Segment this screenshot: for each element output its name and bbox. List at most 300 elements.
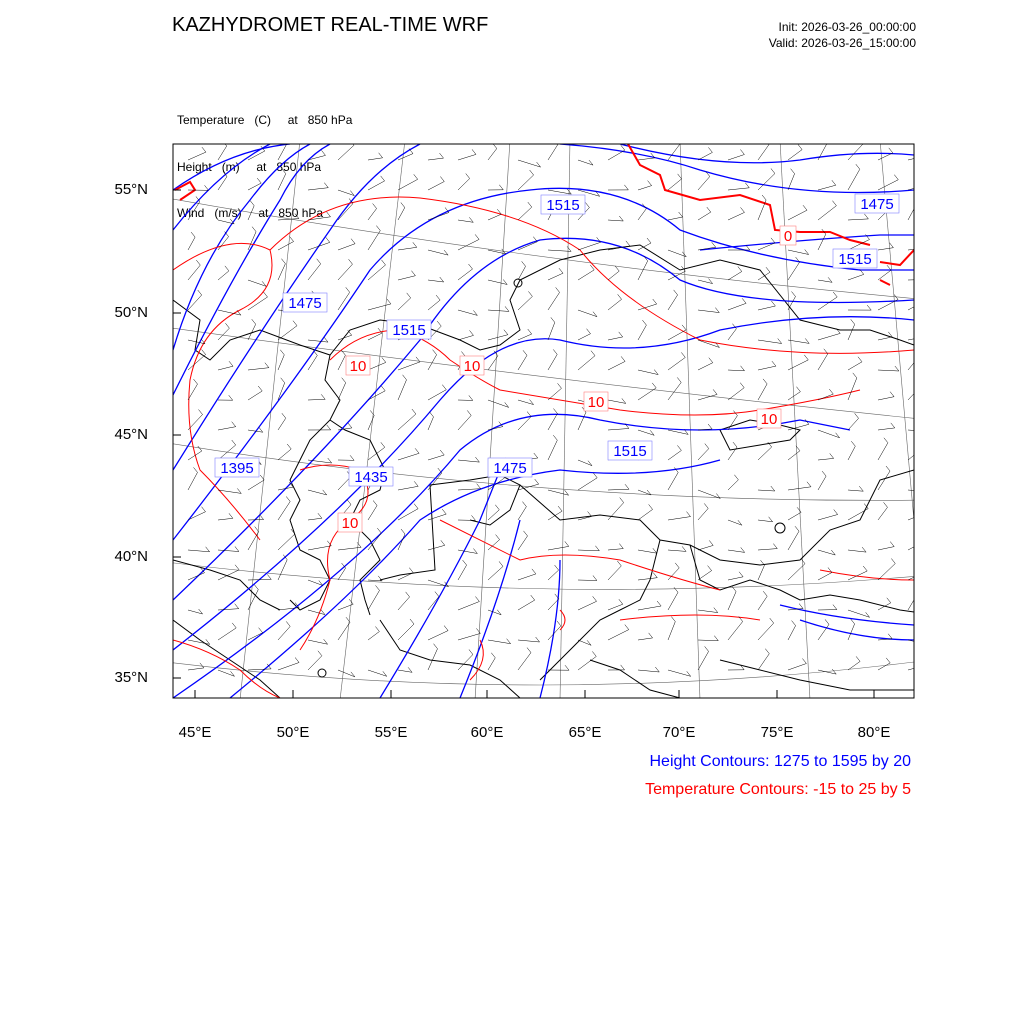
wind-barb <box>518 175 534 190</box>
wind-barb-flag <box>733 442 737 447</box>
wind-barb-flag <box>282 413 286 418</box>
wind-barb <box>908 200 919 220</box>
wind-barb <box>578 656 596 670</box>
wind-barb-flag <box>551 317 555 322</box>
lat-label: 55°N <box>114 181 148 198</box>
lon-label: 50°E <box>276 724 310 741</box>
wind-barb-flag <box>714 636 718 641</box>
wind-barb-flag <box>505 306 509 311</box>
wind-barb-flag <box>771 486 775 491</box>
wind-barb <box>188 265 200 280</box>
wind-barb-flag <box>795 526 799 531</box>
wind-barb-flag <box>708 424 712 429</box>
wind-barb-flag <box>191 232 195 237</box>
wind-barb <box>698 152 712 160</box>
wind-barb <box>458 415 471 430</box>
wind-barb-flag <box>504 330 508 335</box>
wind-barb <box>278 326 297 340</box>
wind-barb-flag <box>890 542 894 547</box>
wind-barb <box>698 212 711 220</box>
wind-barb <box>908 543 922 550</box>
wind-barb <box>758 623 774 640</box>
wind-barb <box>368 632 379 641</box>
wind-barb-flag <box>619 216 623 221</box>
wind-barb <box>638 186 652 190</box>
wind-barb <box>398 453 419 460</box>
wind-barb-flag <box>734 475 738 480</box>
wind-barb <box>758 596 767 610</box>
temperature-label: 10 <box>341 515 359 532</box>
wind-barb <box>758 520 773 522</box>
wind-barb-flag <box>856 164 860 169</box>
wind-barb <box>908 303 921 310</box>
wind-barb-flag <box>864 214 868 219</box>
wind-barb-flag <box>475 457 479 462</box>
wind-barb <box>698 310 719 313</box>
wind-barb <box>428 158 444 160</box>
wind-barb <box>248 669 271 670</box>
temperature-label: 10 <box>760 411 778 428</box>
wind-barb <box>458 310 477 315</box>
wind-barb-flag <box>376 226 380 231</box>
lon-label: 60°E <box>470 724 504 741</box>
field-temperature: Temperature (C) at 850 hPa <box>177 113 353 127</box>
wind-barb-flag <box>671 617 675 622</box>
wind-barb <box>608 337 623 340</box>
temperature-contour-labels <box>338 226 796 532</box>
wind-barb <box>578 412 586 430</box>
wind-barb <box>788 392 800 400</box>
wind-barb-flag <box>373 501 377 506</box>
wind-barb-flag <box>625 484 629 489</box>
wind-barb-flag <box>926 565 930 570</box>
wind-barb-flag <box>674 587 678 592</box>
wind-barb <box>248 579 271 580</box>
wind-barb <box>278 242 294 251</box>
wind-barb-flag <box>894 175 898 180</box>
lon-label: 45°E <box>178 724 212 741</box>
wind-barb-flag <box>887 598 891 603</box>
wind-barb <box>428 545 445 550</box>
wind-barb-flag <box>798 145 802 150</box>
wind-barb <box>518 536 528 550</box>
wind-barb <box>788 451 800 460</box>
wind-barb <box>188 512 206 520</box>
wind-barb <box>818 297 837 310</box>
wind-barb-flag <box>381 176 385 181</box>
wind-barb-flag <box>653 573 657 578</box>
wind-barb-flag <box>593 576 597 581</box>
wind-barb <box>188 472 198 490</box>
wind-barb-flag <box>796 387 800 392</box>
wind-barb <box>458 460 479 462</box>
wind-barb-flag <box>477 484 481 489</box>
wind-barb-flag <box>559 268 563 273</box>
wind-barb-flag <box>891 559 895 564</box>
wind-barb <box>398 414 416 430</box>
wind-barb-flag <box>621 145 625 150</box>
wind-barb-flag <box>624 185 628 190</box>
wind-barb-flag <box>709 358 713 363</box>
wind-barb <box>818 458 834 460</box>
wind-barb-flag <box>235 604 239 609</box>
wind-barb <box>728 592 736 610</box>
wind-barb <box>248 391 262 400</box>
wind-barb-flag <box>649 504 653 509</box>
wind-barb-flag <box>593 473 597 478</box>
wind-barb <box>458 633 480 640</box>
wind-barb <box>188 668 204 670</box>
wind-barb <box>428 514 446 520</box>
wind-barb <box>518 160 541 167</box>
wind-barb <box>458 335 474 340</box>
wind-barb <box>608 429 629 431</box>
lat-label: 35°N <box>114 669 148 686</box>
wind-barb <box>428 580 449 587</box>
wind-barb-flag <box>618 294 622 299</box>
wind-barb-flag <box>469 395 473 400</box>
temperature-contours-zero <box>175 144 914 285</box>
wind-barb <box>488 356 498 370</box>
wind-barb <box>308 188 328 190</box>
wind-barb <box>878 370 899 371</box>
wind-barb-flag <box>741 207 745 212</box>
wind-barb-flag <box>328 458 332 463</box>
wind-barb <box>488 640 511 644</box>
wind-barb-flag <box>769 517 773 522</box>
wind-barb <box>758 384 767 400</box>
wind-barb <box>878 547 894 550</box>
wind-barb-flag <box>833 292 837 297</box>
wind-barb-flag <box>833 605 837 610</box>
wind-barb-flag <box>196 260 200 265</box>
wind-barb <box>908 280 927 281</box>
wind-barb-flag <box>890 392 894 397</box>
wind-barb <box>338 383 346 400</box>
wind-barb <box>398 154 413 160</box>
wind-barb-flag <box>382 260 386 265</box>
wind-barb-flag <box>281 378 285 383</box>
wind-barb-flag <box>466 174 470 179</box>
wind-barb <box>338 568 346 580</box>
wind-barb <box>698 610 718 613</box>
wind-barb-flag <box>825 135 829 140</box>
wind-barb-flag <box>555 565 559 570</box>
wind-barb <box>218 628 236 640</box>
wind-barb-flag <box>802 659 806 664</box>
wind-barb <box>638 578 657 580</box>
wind-barb-flag <box>379 153 383 158</box>
wind-barb-flag <box>886 658 890 663</box>
wind-barb-flag <box>678 136 682 141</box>
wind-barb <box>638 261 648 280</box>
wind-barb <box>908 430 925 431</box>
wind-barb-flag <box>496 535 500 540</box>
wind-barb <box>908 248 924 250</box>
wind-barb <box>398 276 415 280</box>
wind-barb <box>908 185 926 190</box>
wind-barb <box>278 449 291 460</box>
wind-barb-flag <box>770 618 774 623</box>
wind-barb-flag <box>647 238 651 243</box>
wind-barb <box>668 592 678 610</box>
wind-barb <box>608 361 625 370</box>
wind-barb-flag <box>592 651 596 656</box>
field-wind: Wind (m/s) at 850 hPa <box>177 206 324 220</box>
wind-barb <box>488 510 499 520</box>
wind-barb <box>368 362 386 370</box>
wind-barb <box>728 155 744 161</box>
wind-barb <box>518 207 532 220</box>
wind-barb-flag <box>295 214 299 219</box>
wind-barb <box>758 549 777 550</box>
wind-barb-flag <box>763 591 767 596</box>
wind-barb <box>578 601 597 610</box>
wind-barb <box>698 571 712 580</box>
wind-barb-flag <box>349 259 353 264</box>
wind-barb-flag <box>250 201 254 206</box>
wind-barb-flag <box>772 361 776 366</box>
height-label: 1435 <box>354 469 388 486</box>
wind-barb-flag <box>528 291 532 296</box>
height-label: 1515 <box>613 443 647 460</box>
wind-barb <box>518 334 532 340</box>
wind-barb-flag <box>202 350 206 355</box>
wind-barb-flag <box>771 169 775 174</box>
wind-barb <box>368 506 377 521</box>
wind-barb <box>218 366 233 370</box>
wind-barb-flag <box>715 308 719 313</box>
lat-label: 40°N <box>114 548 148 565</box>
height-label: 1475 <box>493 460 527 477</box>
wind-barb-flag <box>804 355 808 360</box>
wind-barb-flag <box>536 637 540 642</box>
wind-barb <box>278 626 290 640</box>
lon-label: 55°E <box>374 724 408 741</box>
lat-label: 50°N <box>114 304 148 321</box>
wind-barb-flag <box>381 442 385 447</box>
wind-barb-flag <box>472 515 476 520</box>
wind-barb <box>278 487 293 490</box>
lat-label: 45°N <box>114 426 148 443</box>
wind-barb-flag <box>925 659 929 664</box>
wind-barb <box>728 303 746 310</box>
wind-barb <box>578 550 599 551</box>
wind-barb-flag <box>832 201 836 206</box>
wind-barb <box>518 653 531 670</box>
wind-barb <box>548 190 571 194</box>
wind-barb <box>278 608 299 610</box>
wind-barb <box>518 574 536 580</box>
wind-barb-flag <box>862 547 866 552</box>
height-label: 1515 <box>392 322 426 339</box>
wind-barb-flag <box>714 608 718 613</box>
wind-barb <box>848 624 855 640</box>
wind-barb-flag <box>675 563 679 568</box>
wind-barb-flag <box>649 633 653 638</box>
wind-barb <box>878 270 891 280</box>
wind-barb <box>788 297 796 311</box>
wind-barb-flag <box>621 356 625 361</box>
wind-barb-flag <box>326 237 330 242</box>
wind-barb-flag <box>205 185 209 190</box>
wind-barb <box>608 299 622 310</box>
wind-barb-flag <box>318 651 322 656</box>
wind-barb <box>278 534 295 550</box>
wind-barb-flag <box>527 412 531 417</box>
wind-barb-flag <box>626 241 630 246</box>
wind-barb-flag <box>919 443 923 448</box>
wind-barb-flag <box>679 212 683 217</box>
wind-barb-flag <box>535 479 539 484</box>
wind-barb-flag <box>318 513 322 518</box>
wind-barb <box>728 388 744 400</box>
wind-barb <box>818 476 826 490</box>
wind-barb <box>638 550 657 553</box>
wind-barb <box>488 658 495 670</box>
wind-barb-flag <box>657 601 661 606</box>
wind-barb-flag <box>313 350 317 355</box>
lon-label: 70°E <box>662 724 696 741</box>
wind-barb <box>308 242 330 250</box>
wind-barb <box>638 158 655 160</box>
wind-barb <box>818 354 828 370</box>
wind-barb-flag <box>895 366 899 371</box>
wind-barb <box>458 602 479 611</box>
wind-barb-flag <box>807 482 811 487</box>
wind-barb <box>818 515 838 521</box>
wind-barb-flag <box>528 329 532 334</box>
wind-barb <box>308 546 331 550</box>
wind-barb <box>368 533 381 550</box>
wind-barb <box>338 264 353 280</box>
wind-barb-flag <box>346 287 350 292</box>
wind-barb <box>698 363 713 370</box>
wind-barb <box>368 391 385 400</box>
wind-barb <box>608 566 621 580</box>
wind-barb-flag <box>653 299 657 304</box>
temperature-label: 10 <box>349 358 367 375</box>
wind-barb <box>248 480 264 490</box>
height-label: 1475 <box>288 295 322 312</box>
wind-barb <box>818 573 832 581</box>
country-borders <box>173 245 914 698</box>
wind-barb-flag <box>414 504 418 509</box>
wind-barb-flag <box>406 592 410 597</box>
wind-barb <box>278 355 284 370</box>
wind-barb <box>878 180 898 190</box>
wind-barb <box>218 609 239 610</box>
wind-barb-flag <box>553 409 557 414</box>
wind-barb <box>668 472 678 490</box>
wind-barb <box>218 427 236 430</box>
wind-barb-flag <box>619 332 623 337</box>
wind-barb-flag <box>523 350 527 355</box>
wind-barb-flag <box>327 212 331 217</box>
wind-barb-flag <box>792 621 796 626</box>
wind-barb-flag <box>415 448 419 453</box>
wind-barb <box>668 550 686 551</box>
wind-barb-flag <box>891 423 895 428</box>
wind-barb <box>728 272 742 281</box>
wind-barb <box>818 280 832 282</box>
wind-barb-flag <box>884 438 888 443</box>
wind-barb-flag <box>534 453 538 458</box>
wind-barb-flag <box>237 488 241 493</box>
wind-barb <box>548 273 563 280</box>
wind-barb <box>518 400 534 405</box>
wind-barb <box>188 237 195 250</box>
wind-barb <box>788 150 802 160</box>
wind-barb-flag <box>855 413 859 418</box>
wind-barb-flag <box>499 561 503 566</box>
wind-barb <box>368 304 391 310</box>
wind-barb-flag <box>387 299 391 304</box>
wind-barb <box>488 566 503 580</box>
lon-label: 80°E <box>857 724 891 741</box>
wind-barb <box>878 337 892 340</box>
wind-barb-flag <box>444 626 448 631</box>
wind-barb <box>848 418 859 430</box>
wind-barb-flag <box>440 450 444 455</box>
wind-barb <box>848 446 855 460</box>
wind-barb <box>818 185 836 190</box>
wind-barb <box>218 146 227 160</box>
wind-barb-flag <box>524 531 528 536</box>
height-contours-legend: Height Contours: 1275 to 1595 by 20 <box>649 753 911 770</box>
wind-barb-flag <box>287 444 291 449</box>
wind-barb <box>908 570 930 580</box>
chart-title: KAZHYDROMET REAL-TIME WRF <box>172 14 489 36</box>
wind-barb <box>548 511 562 520</box>
wind-barb-flag <box>286 621 290 626</box>
wind-barb <box>428 300 440 310</box>
wind-barb-flag <box>194 467 198 472</box>
wind-barb <box>428 473 442 490</box>
wind-barb <box>788 512 801 520</box>
wind-barb <box>848 362 862 370</box>
wind-barb-flag <box>433 350 437 355</box>
wind-barb-flag <box>260 515 264 520</box>
wind-barb <box>548 440 557 460</box>
wind-barb-flag <box>441 540 445 545</box>
wind-barb <box>548 292 560 310</box>
wind-barb-flag <box>709 540 713 545</box>
wind-barb <box>878 443 888 460</box>
wind-barb-flag <box>434 644 438 649</box>
wind-barb-flag <box>232 422 236 427</box>
wind-barb-flag <box>317 259 321 264</box>
wind-barb-flag <box>198 290 202 295</box>
wind-barb <box>278 502 290 521</box>
wind-barb-flag <box>252 227 256 232</box>
wind-barb-flag <box>829 389 833 394</box>
wind-barb <box>548 388 562 400</box>
wind-barb <box>878 248 893 250</box>
wind-barb <box>878 564 895 581</box>
wind-barb <box>758 306 775 310</box>
wind-barb-flag <box>553 435 557 440</box>
wind-barb-flag <box>232 440 236 445</box>
wind-barb-flag <box>687 512 691 517</box>
wind-barb <box>788 531 799 550</box>
wind-barb <box>428 455 444 460</box>
wind-barb-flag <box>430 412 434 417</box>
wind-barb-flag <box>742 298 746 303</box>
lon-label: 75°E <box>760 724 794 741</box>
wind-barb-flag <box>648 181 652 186</box>
wind-barb <box>458 220 473 222</box>
